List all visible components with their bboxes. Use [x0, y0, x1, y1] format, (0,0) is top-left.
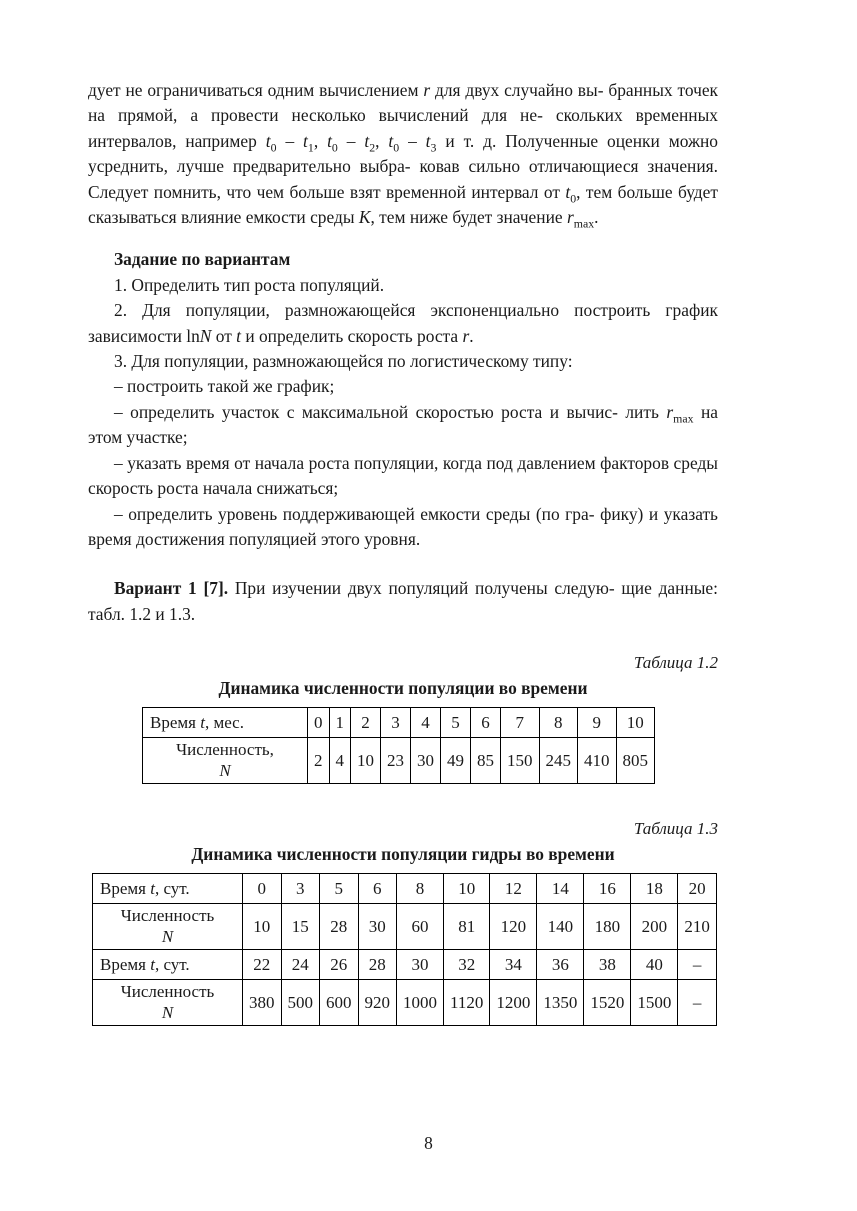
text-run: Время — [100, 955, 151, 974]
cell: 60 — [397, 904, 444, 950]
text-run: . — [594, 207, 599, 228]
subscript: 1 — [307, 140, 314, 155]
cell: 6 — [358, 874, 397, 904]
cell: 1200 — [490, 980, 537, 1026]
var-r: r — [566, 207, 574, 228]
cell: 18 — [631, 874, 678, 904]
cell: 10 — [351, 738, 381, 784]
var-N: N — [199, 325, 212, 346]
table-row — [143, 738, 655, 784]
paragraph-intro — [88, 78, 718, 230]
text-run: Численность — [120, 906, 215, 926]
cell: 30 — [358, 904, 397, 950]
var-r: r — [462, 325, 470, 346]
text-run: . — [469, 325, 474, 346]
table-1-2-title: Динамика численности популяции во времени — [218, 677, 588, 698]
page-number: 8 — [424, 1133, 433, 1153]
cell: 380 — [243, 980, 282, 1026]
subscript: max — [673, 411, 694, 426]
cell: 8 — [397, 874, 444, 904]
text-run: , — [313, 130, 328, 151]
var-t: t — [265, 130, 271, 151]
task-3-item-b — [88, 400, 718, 451]
row-label-count — [143, 738, 308, 784]
task-3: 3. Для популяции, размножающейся по логистическому типу: — [114, 351, 573, 372]
var-t: t — [388, 130, 394, 151]
subscript: 3 — [430, 140, 437, 155]
row-label-count — [93, 980, 243, 1026]
text-run: – определить участок с максимальной скоростью роста и вычис- — [114, 401, 618, 422]
cell: – — [678, 950, 717, 980]
text-run: Полученные оценки можно усреднить, лучше предварительно выбра- — [88, 130, 719, 177]
cell: 81 — [444, 904, 490, 950]
text-run: , мес. — [204, 713, 244, 733]
cell: 30 — [397, 950, 444, 980]
var-t: t — [364, 130, 370, 151]
text-run: , тем больше будет сказываться — [88, 181, 718, 228]
cell: 16 — [584, 874, 631, 904]
table-1-2 — [142, 707, 655, 784]
subscript: 0 — [393, 140, 400, 155]
cell: 1500 — [631, 980, 678, 1026]
cell: 40 — [631, 950, 678, 980]
task-3-item-c — [88, 451, 718, 502]
text-run: бранных точек на прямой, а провести несколько вычислений для не- — [88, 80, 718, 126]
cell: 805 — [616, 738, 655, 784]
cell: 14 — [537, 874, 584, 904]
cell: 410 — [578, 738, 617, 784]
cell: 28 — [320, 904, 359, 950]
cell: 3 — [281, 874, 320, 904]
cell: 5 — [320, 874, 359, 904]
variant-label: Вариант 1 [7]. — [114, 578, 229, 599]
text-run: от — [211, 325, 237, 346]
subscript: max — [573, 216, 595, 231]
text-run: Численность — [120, 982, 215, 1002]
text-run: щие данные: табл. 1.2 и 1.3. — [88, 578, 718, 624]
cell: 20 — [678, 874, 717, 904]
table-1-3-caption: Таблица 1.3 — [633, 819, 718, 839]
cell: 9 — [578, 708, 617, 738]
var-t: t — [150, 879, 155, 899]
cell: 8 — [539, 708, 578, 738]
text-run: график зависимости ln — [88, 300, 718, 346]
cell: 10 — [616, 708, 655, 738]
subscript: 0 — [331, 140, 338, 155]
cell: 28 — [358, 950, 397, 980]
text-run: на этом участке; — [88, 401, 718, 448]
cell: 38 — [584, 950, 631, 980]
cell: 49 — [441, 738, 471, 784]
cell: 34 — [490, 950, 537, 980]
task-3-item-a: – построить такой же график; — [114, 376, 335, 397]
page-content — [88, 78, 718, 1026]
text-run: Численность, — [176, 740, 274, 760]
text-run: Время — [100, 879, 151, 899]
var-N: N — [161, 1002, 174, 1022]
subscript: 0 — [570, 191, 577, 206]
cell: 1 — [329, 708, 351, 738]
var-r: r — [666, 401, 674, 422]
text-run: для двух случайно вы- — [430, 80, 604, 100]
var-t: t — [150, 955, 155, 974]
table-1-2-caption: Таблица 1.2 — [633, 653, 718, 673]
text-run: , сут. — [154, 955, 190, 974]
text-run: ковав сильно отличающиеся значения. Следует помнить, что чем — [88, 156, 719, 202]
cell: 210 — [678, 904, 717, 950]
cell: 12 — [490, 874, 537, 904]
cell: 26 — [320, 950, 359, 980]
text-run: – указать время от начала роста популяции, когда под давлением — [114, 452, 596, 473]
row-label-time — [93, 874, 243, 904]
cell: 1120 — [444, 980, 490, 1026]
cell: 15 — [281, 904, 320, 950]
text-run: Время — [150, 713, 201, 733]
row-label-time — [143, 708, 308, 738]
text-run: больше взят временной интервал от — [289, 181, 566, 202]
text-run: дует не ограничиваться одним вычислением — [88, 80, 424, 100]
cell: 2 — [351, 708, 381, 738]
table-1-3-title: Динамика численности популяции гидры во времени — [191, 843, 615, 864]
cell: 30 — [411, 738, 441, 784]
var-K: K — [358, 207, 371, 228]
cell: 4 — [411, 708, 441, 738]
text-run: – — [276, 130, 304, 151]
cell: 6 — [471, 708, 501, 738]
paragraph-variant-1 — [88, 576, 718, 627]
var-t: t — [236, 325, 241, 346]
table-row — [93, 904, 717, 950]
var-t: t — [327, 130, 332, 151]
cell: – — [678, 980, 717, 1026]
text-run: – определить уровень поддерживающей емкости среды (по гра- — [114, 503, 595, 524]
cell: 0 — [243, 874, 282, 904]
cell: 245 — [539, 738, 578, 784]
task-3-item-d — [88, 502, 718, 553]
text-run: и т. д. — [436, 130, 497, 151]
cell: 0 — [308, 708, 330, 738]
text-run: , тем ниже будет значение — [370, 207, 567, 228]
cell: 200 — [631, 904, 678, 950]
text-run: влияние емкости среды — [181, 207, 359, 228]
text-run: – — [337, 130, 365, 151]
row-label-count — [93, 904, 243, 950]
text-run: и определить скорость роста — [240, 325, 463, 346]
table-row — [93, 950, 717, 980]
text-run: факторов среды скорость роста начала снижаться; — [88, 452, 718, 499]
cell: 1350 — [537, 980, 584, 1026]
task-1: 1. Определить тип роста популяций. — [114, 274, 385, 295]
var-t: t — [425, 130, 431, 151]
var-t: t — [303, 130, 308, 151]
cell: 920 — [358, 980, 397, 1026]
cell: 600 — [320, 980, 359, 1026]
cell: 1000 — [397, 980, 444, 1026]
cell: 10 — [243, 904, 282, 950]
table-1-3 — [92, 873, 717, 1026]
var-t: t — [200, 713, 205, 733]
table-row — [143, 708, 655, 738]
cell: 2 — [308, 738, 330, 784]
cell: 7 — [501, 708, 540, 738]
subscript: 0 — [270, 140, 277, 155]
cell: 36 — [537, 950, 584, 980]
cell: 22 — [243, 950, 282, 980]
text-run: , сут. — [154, 879, 190, 899]
cell: 23 — [381, 738, 411, 784]
text-run: , — [375, 130, 389, 151]
var-t: t — [565, 181, 571, 202]
heading-task-variants: Задание по вариантам — [114, 249, 291, 270]
var-N: N — [161, 926, 174, 946]
cell: 120 — [490, 904, 537, 950]
cell: 180 — [584, 904, 631, 950]
text-run: При изучении двух популяций получены следую- — [228, 578, 615, 599]
subscript: 2 — [369, 140, 376, 155]
table-row — [93, 874, 717, 904]
table-row — [93, 980, 717, 1026]
cell: 5 — [441, 708, 471, 738]
cell: 85 — [471, 738, 501, 784]
cell: 32 — [444, 950, 490, 980]
cell: 24 — [281, 950, 320, 980]
cell: 500 — [281, 980, 320, 1026]
cell: 150 — [501, 738, 540, 784]
text-run: 2. Для популяции, размножающейся экспоненциально построить — [114, 300, 651, 321]
cell: 3 — [381, 708, 411, 738]
cell: 4 — [329, 738, 351, 784]
text-run: лить — [625, 401, 667, 422]
cell: 10 — [444, 874, 490, 904]
var-r: r — [423, 80, 431, 100]
cell: 140 — [537, 904, 584, 950]
var-N: N — [219, 760, 231, 780]
text-run: скольких временных интервалов, например — [88, 105, 718, 151]
text-run: фику) и указать время достижения популяцией этого уровня. — [88, 503, 718, 549]
cell: 1520 — [584, 980, 631, 1026]
text-run: – — [399, 130, 426, 151]
task-2 — [88, 298, 718, 349]
row-label-time — [93, 950, 243, 980]
